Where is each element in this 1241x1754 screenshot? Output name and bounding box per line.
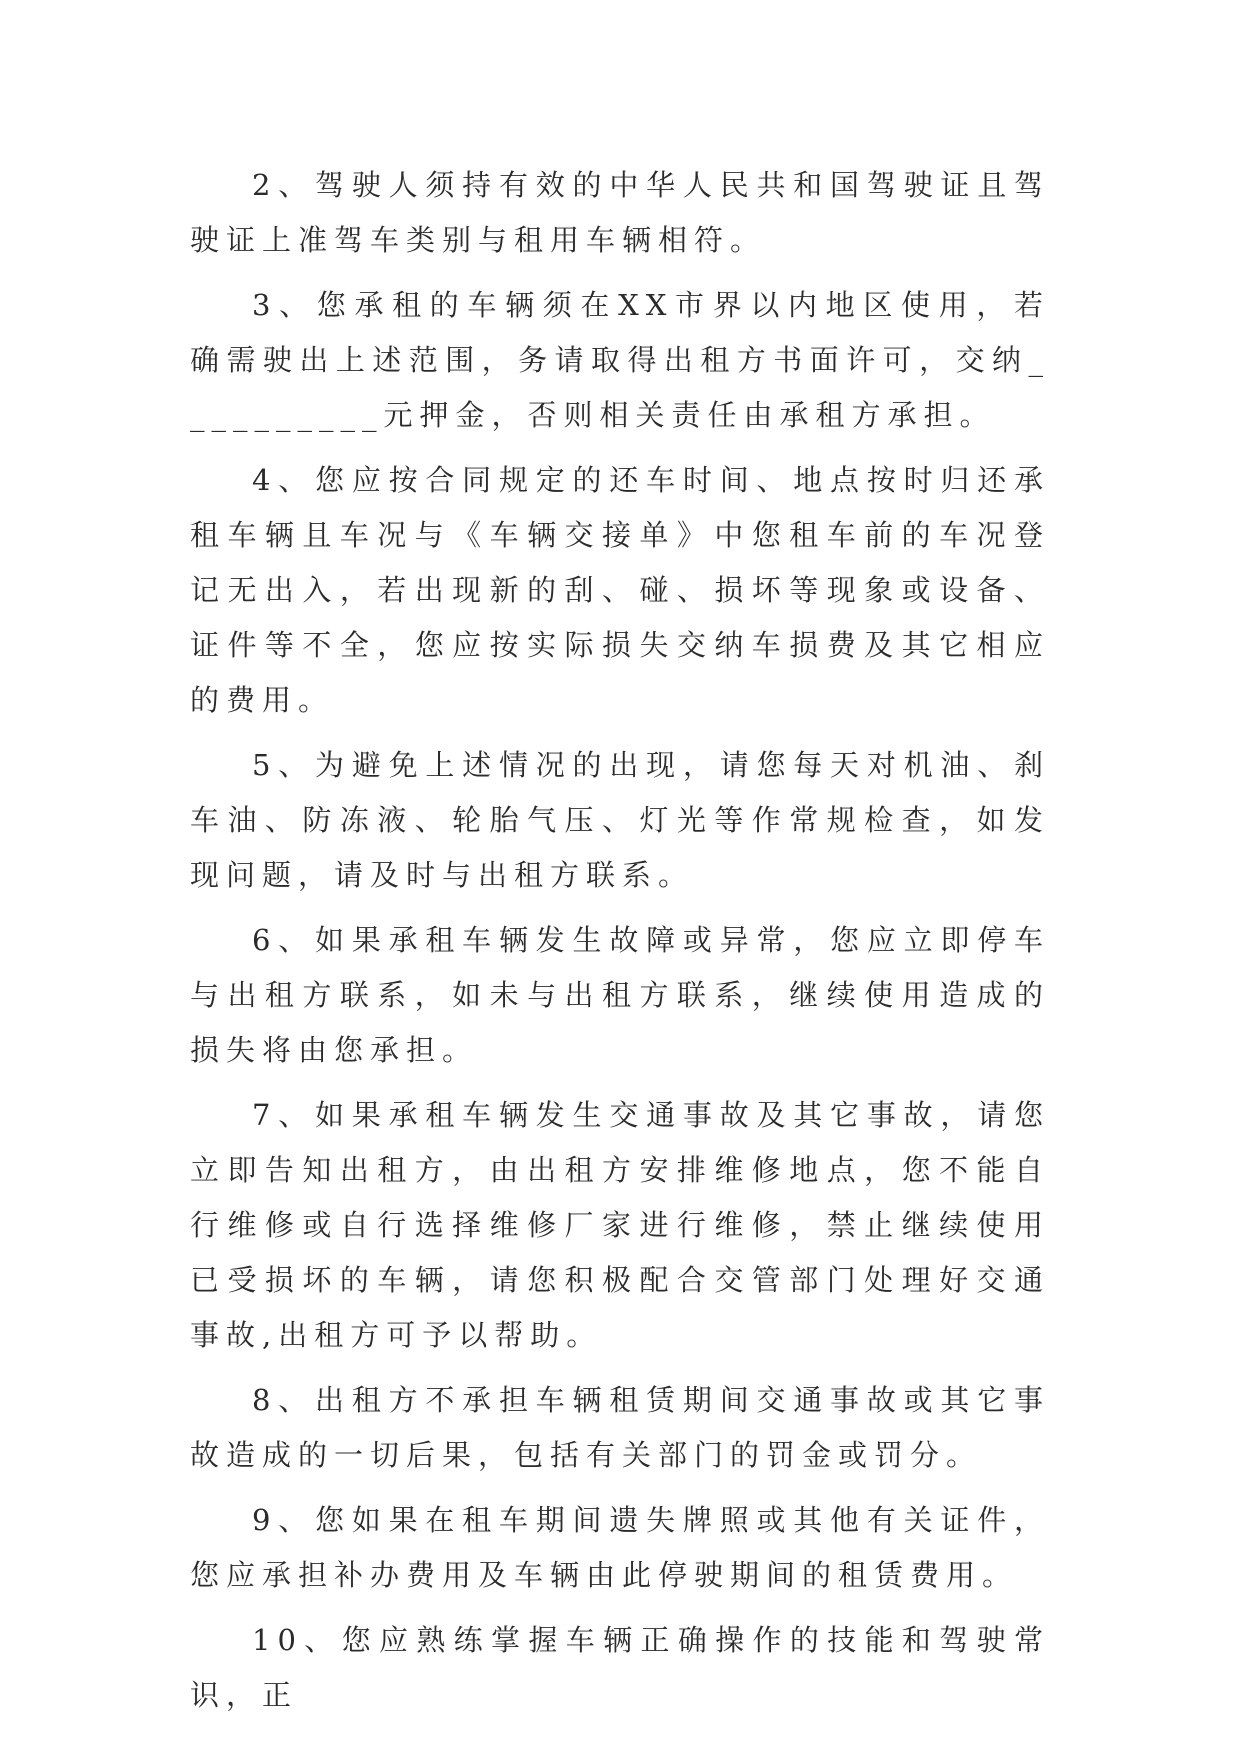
clause-2: 2、驾驶人须持有效的中华人民共和国驾驶证且驾驶证上准驾车类别与租用车辆相符。 — [190, 168, 1050, 257]
clause-5: 5、为避免上述情况的出现，请您每天对机油、刹车油、防冻液、轮胎气压、灯光等作常规检查，如发现问题，请及时与出租方联系。 — [190, 748, 1050, 892]
clause-9: 9、您如果在租车期间遗失牌照或其他有关证件，您应承担补办费用及车辆由此停驶期间的租赁费用。 — [190, 1503, 1050, 1592]
clause-6: 6、如果承租车辆发生故障或异常，您应立即停车与出租方联系，如未与出租方联系，继续使用造成的损失将由您承担。 — [190, 923, 1050, 1067]
document-body — [190, 158, 1050, 1723]
clause-4: 4、您应按合同规定的还车时间、地点按时归还承租车辆且车况与《车辆交接单》中您租车前的车况登记无出入，若出现新的刮、碰、损坏等现象或设备、证件等不全，您应按实际损失交纳车损费及其它相应的费用。 — [190, 463, 1050, 717]
clause-3: 3、您承租的车辆须在XX市界以内地区使用，若确需驶出上述范围，务请取得出租方书面许可，交纳__________元押金，否则相关责任由承租方承担。 — [190, 288, 1050, 432]
clause-10: 10、您应熟练掌握车辆正确操作的技能和驾驶常识，正 — [190, 1623, 1050, 1712]
clause-7: 7、如果承租车辆发生交通事故及其它事故，请您立即告知出租方，由出租方安排维修地点，您不能自行维修或自行选择维修厂家进行维修，禁止继续使用已受损坏的车辆，请您积极配合交管部门处理好交通事故,出租方可予以帮助。 — [190, 1098, 1050, 1352]
clause-8: 8、出租方不承担车辆租赁期间交通事故或其它事故造成的一切后果，包括有关部门的罚金或罚分。 — [190, 1383, 1050, 1472]
